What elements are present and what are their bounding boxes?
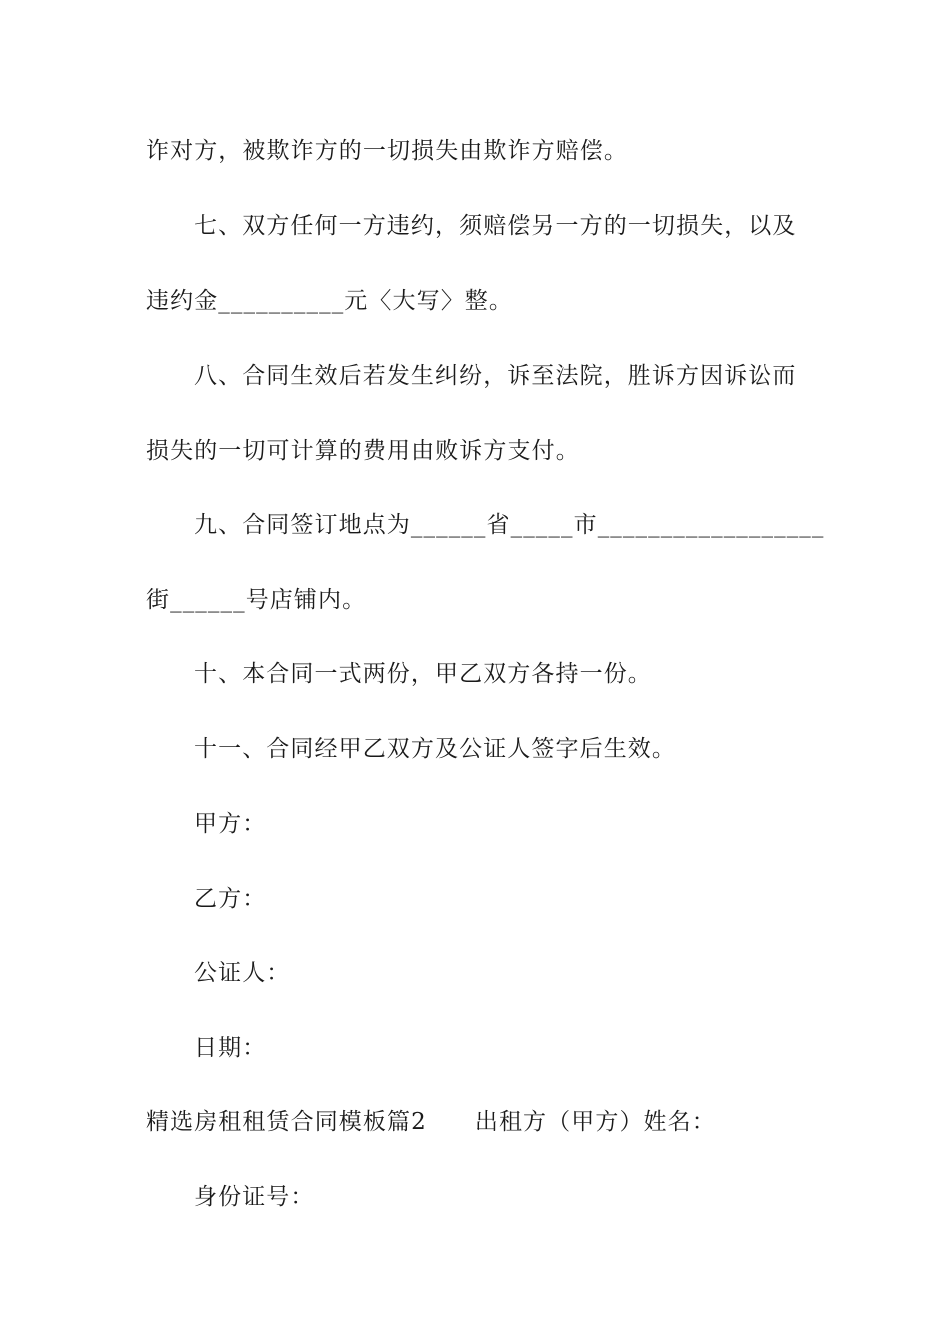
- clause-7-breach: 七、双方任何一方违约，须赔偿另一方的一切损失，以及: [194, 213, 797, 239]
- clause-9-address-number: 街______号店铺内。: [146, 587, 367, 613]
- clause-11-effective: 十一、合同经甲乙双方及公证人签字后生效。: [194, 736, 676, 762]
- section-heading-row: [146, 1107, 716, 1137]
- lessor-name-field: 出租方（甲方）姓名：: [474, 1109, 716, 1135]
- clause-7-penalty-amount: 违约金__________元〈大写〉整。: [146, 288, 513, 314]
- section-title: 精选房租租赁合同模板篇2: [146, 1109, 427, 1135]
- clause-10-copies: 十、本合同一式两份，甲乙双方各持一份。: [194, 661, 652, 687]
- signature-date: 日期：: [194, 1035, 267, 1061]
- clause-8-costs: 损失的一切可计算的费用由败诉方支付。: [146, 438, 580, 464]
- clause-8-dispute: 八、合同生效后若发生纠纷，诉至法院，胜诉方因诉讼而: [194, 363, 797, 389]
- signature-notary: 公证人：: [194, 960, 291, 986]
- signature-party-b: 乙方：: [194, 886, 267, 912]
- signature-party-a: 甲方：: [194, 811, 267, 837]
- id-number-field: 身份证号：: [194, 1184, 315, 1210]
- clause-9-signing-location: 九、合同签订地点为______省_____市__________________: [194, 512, 825, 538]
- paragraph-line-fraud-clause-end: 诈对方，被欺诈方的一切损失由欺诈方赔偿。: [146, 138, 628, 164]
